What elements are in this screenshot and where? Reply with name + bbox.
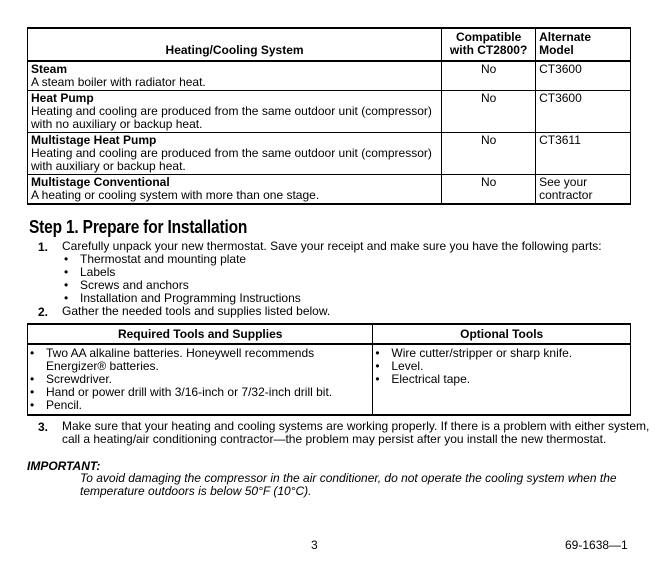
system-cell <box>28 61 442 91</box>
table-row <box>28 133 631 175</box>
header-compatible <box>442 28 536 61</box>
page-number: 3 <box>311 538 318 552</box>
part-item: Thermostat and mounting plate <box>80 252 247 266</box>
header-compatible-line2: with CT2800? <box>449 43 528 57</box>
system-cell <box>28 133 442 175</box>
part-item: Screws and anchors <box>80 278 189 292</box>
document-id: 69-1638—1 <box>565 538 628 552</box>
list-item: • Hand or power drill with 3/16-inch or 7/32-inch drill bit. <box>28 386 369 399</box>
step-3-line-2: call a heating/air conditioning contractor—the problem may persist after you install the new thermostat. <box>62 432 607 446</box>
table-row <box>28 61 631 91</box>
optional-tools-cell <box>373 344 631 415</box>
tools-row <box>28 344 631 415</box>
compatible-cell: No <box>442 133 536 175</box>
tools-table <box>27 323 631 416</box>
compatibility-table <box>27 27 631 205</box>
alternate-cell: CT3600 <box>536 91 631 133</box>
bullet: • <box>64 265 69 279</box>
step-number-1: 1. <box>38 240 49 254</box>
list-item: • Pencil. <box>28 399 369 412</box>
list-item: • Level. <box>373 360 627 373</box>
part-item: Labels <box>80 265 116 279</box>
alternate-cell: CT3611 <box>536 133 631 175</box>
list-item: • Wire cutter/stripper or sharp knife. <box>373 347 627 360</box>
header-compatible-line1: Compatible <box>455 30 522 44</box>
bullet: • <box>64 291 69 305</box>
alternate-cell: See your contractor <box>536 175 631 205</box>
list-item: • Electrical tape. <box>373 373 627 386</box>
list-item: • Screwdriver. <box>28 373 369 386</box>
bullet: • <box>64 252 69 266</box>
required-tools-header: Required Tools and Supplies <box>28 324 373 344</box>
compatibility-header-row <box>28 28 631 61</box>
system-description: A steam boiler with radiator heat. <box>31 75 206 89</box>
step-number-2: 2. <box>38 305 49 319</box>
step-number-3: 3. <box>38 420 49 434</box>
step-3-line-1: Make sure that your heating and cooling systems are working properly. If there is a problem with either system, <box>62 419 650 433</box>
required-tools-list <box>28 347 369 412</box>
optional-tools-list <box>373 347 627 386</box>
step-2-text: Gather the needed tools and supplies listed below. <box>62 304 331 318</box>
system-name: Multistage Conventional <box>31 175 170 189</box>
important-text: To avoid damaging the compressor in the air conditioner, do not operate the cooling system when the temperature outdoors is below 50°F (10°C). <box>80 471 617 498</box>
system-description: Heating and cooling are produced from the same outdoor unit (compressor) with auxiliary or backup heat. <box>31 146 432 173</box>
table-row <box>28 91 631 133</box>
system-name: Multistage Heat Pump <box>31 133 157 147</box>
table-row <box>28 175 631 205</box>
tools-header-row <box>28 324 631 344</box>
compatible-cell: No <box>442 61 536 91</box>
compatible-cell: No <box>442 175 536 205</box>
system-cell <box>28 91 442 133</box>
required-tools-cell <box>28 344 373 415</box>
alternate-cell: CT3600 <box>536 61 631 91</box>
step-1-text: Carefully unpack your new thermostat. Save your receipt and make sure you have the following parts: <box>62 239 602 253</box>
system-description: A heating or cooling system with more than one stage. <box>31 188 320 202</box>
optional-tools-header: Optional Tools <box>373 324 631 344</box>
header-alternate: Alternate Model <box>536 28 631 61</box>
system-name: Steam <box>31 62 68 76</box>
compatible-cell: No <box>442 91 536 133</box>
header-system: Heating/Cooling System <box>28 28 442 61</box>
system-name: Heat Pump <box>31 91 94 105</box>
list-item: • Two AA alkaline batteries. Honeywell recommends Energizer® batteries. <box>28 347 369 373</box>
step-title: Step 1. Prepare for Installation <box>29 217 248 237</box>
system-description: Heating and cooling are produced from the same outdoor unit (compressor) with no auxiliary or backup heat. <box>31 104 432 131</box>
important-label: IMPORTANT: <box>27 459 101 473</box>
system-cell <box>28 175 442 205</box>
part-item: Installation and Programming Instructions <box>80 291 301 305</box>
bullet: • <box>64 278 69 292</box>
